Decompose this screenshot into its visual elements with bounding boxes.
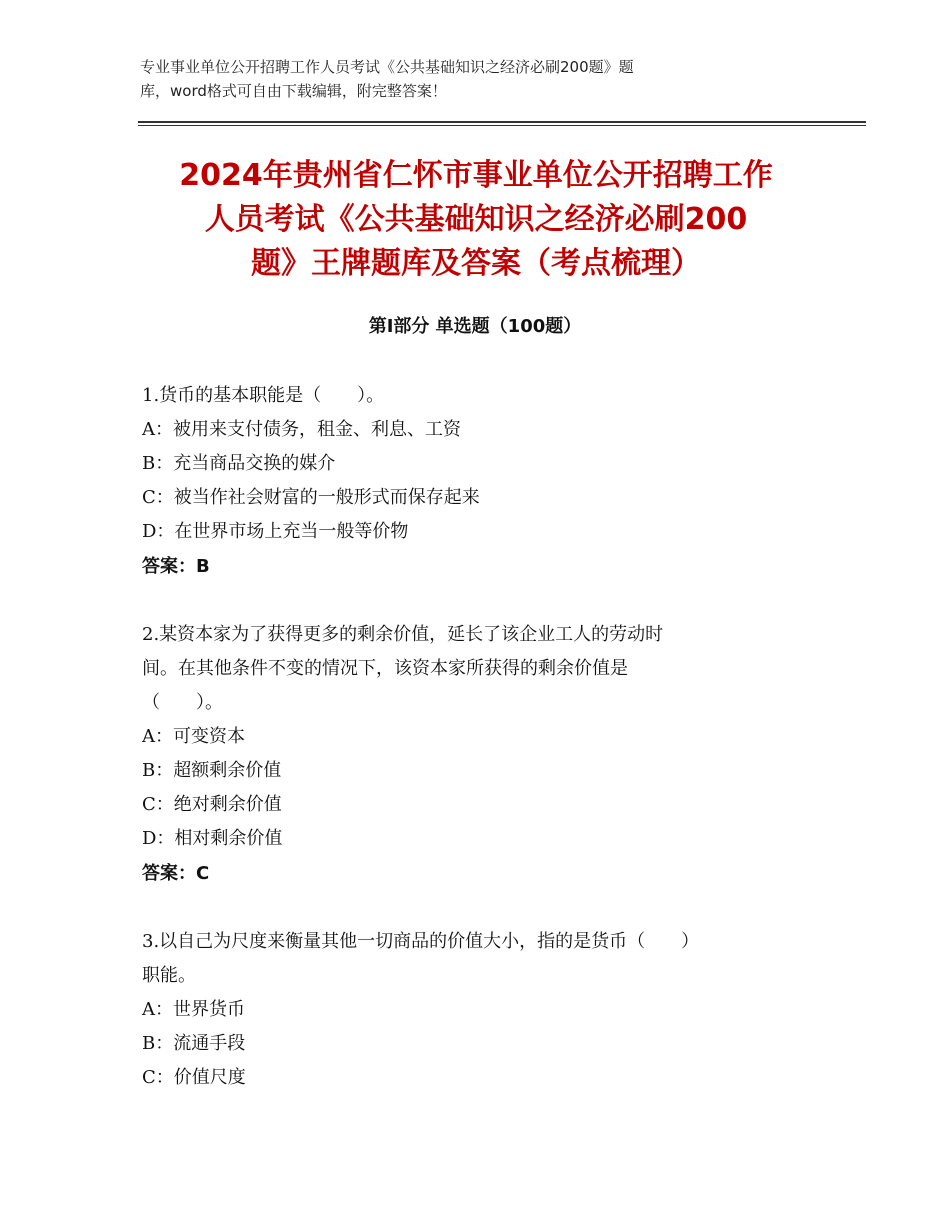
question-2-option-a: A：可变资本	[142, 726, 245, 747]
header-note	[140, 55, 820, 103]
question-3-option-b: B：流通手段	[142, 1033, 246, 1054]
title-line-3: 题》王牌题库及答案（考点梳理）	[251, 246, 701, 281]
question-3-text-line-2: 职能。	[142, 965, 196, 986]
header-note-line-2: 库，word格式可自由下载编辑，附完整答案！	[140, 82, 447, 100]
question-1-option-c: C：被当作社会财富的一般形式而保存起来	[142, 487, 480, 508]
header-note-line-1: 专业事业单位公开招聘工作人员考试《公共基础知识之经济必刷200题》题	[140, 58, 634, 76]
document-title	[100, 154, 852, 286]
question-2-option-c: C：绝对剩余价值	[142, 794, 282, 815]
title-line-1: 2024年贵州省仁怀市事业单位公开招聘工作	[179, 158, 773, 193]
question-1-answer: 答案：B	[142, 556, 210, 577]
header-divider-thick	[138, 121, 866, 123]
question-2-text-line-1: 2.某资本家为了获得更多的剩余价值，延长了该企业工人的劳动时	[142, 624, 664, 645]
question-3-option-c: C：价值尺度	[142, 1067, 246, 1088]
question-2-option-d: D：相对剩余价值	[142, 828, 283, 849]
question-2-text-line-2: 间。在其他条件不变的情况下，该资本家所获得的剩余价值是	[142, 658, 628, 679]
question-3-option-a: A：世界货币	[142, 999, 245, 1020]
question-2-answer: 答案：C	[142, 863, 210, 884]
question-2-option-b: B：超额剩余价值	[142, 760, 282, 781]
question-1-text: 1.货币的基本职能是（ ）。	[142, 385, 385, 406]
header-divider-thin	[138, 125, 866, 126]
question-2-text-line-3: （ ）。	[142, 692, 223, 713]
question-1-option-d: D：在世界市场上充当一般等价物	[142, 521, 409, 542]
section-heading: 第I部分 单选题（100题）	[368, 316, 582, 337]
question-3-text-line-1: 3.以自己为尺度来衡量其他一切商品的价值大小，指的是货币（ ）	[142, 931, 700, 952]
question-1-option-a: A：被用来支付债务，租金、利息、工资	[142, 419, 461, 440]
question-1-option-b: B：充当商品交换的媒介	[142, 453, 336, 474]
title-line-2: 人员考试《公共基础知识之经济必刷200	[204, 202, 748, 237]
